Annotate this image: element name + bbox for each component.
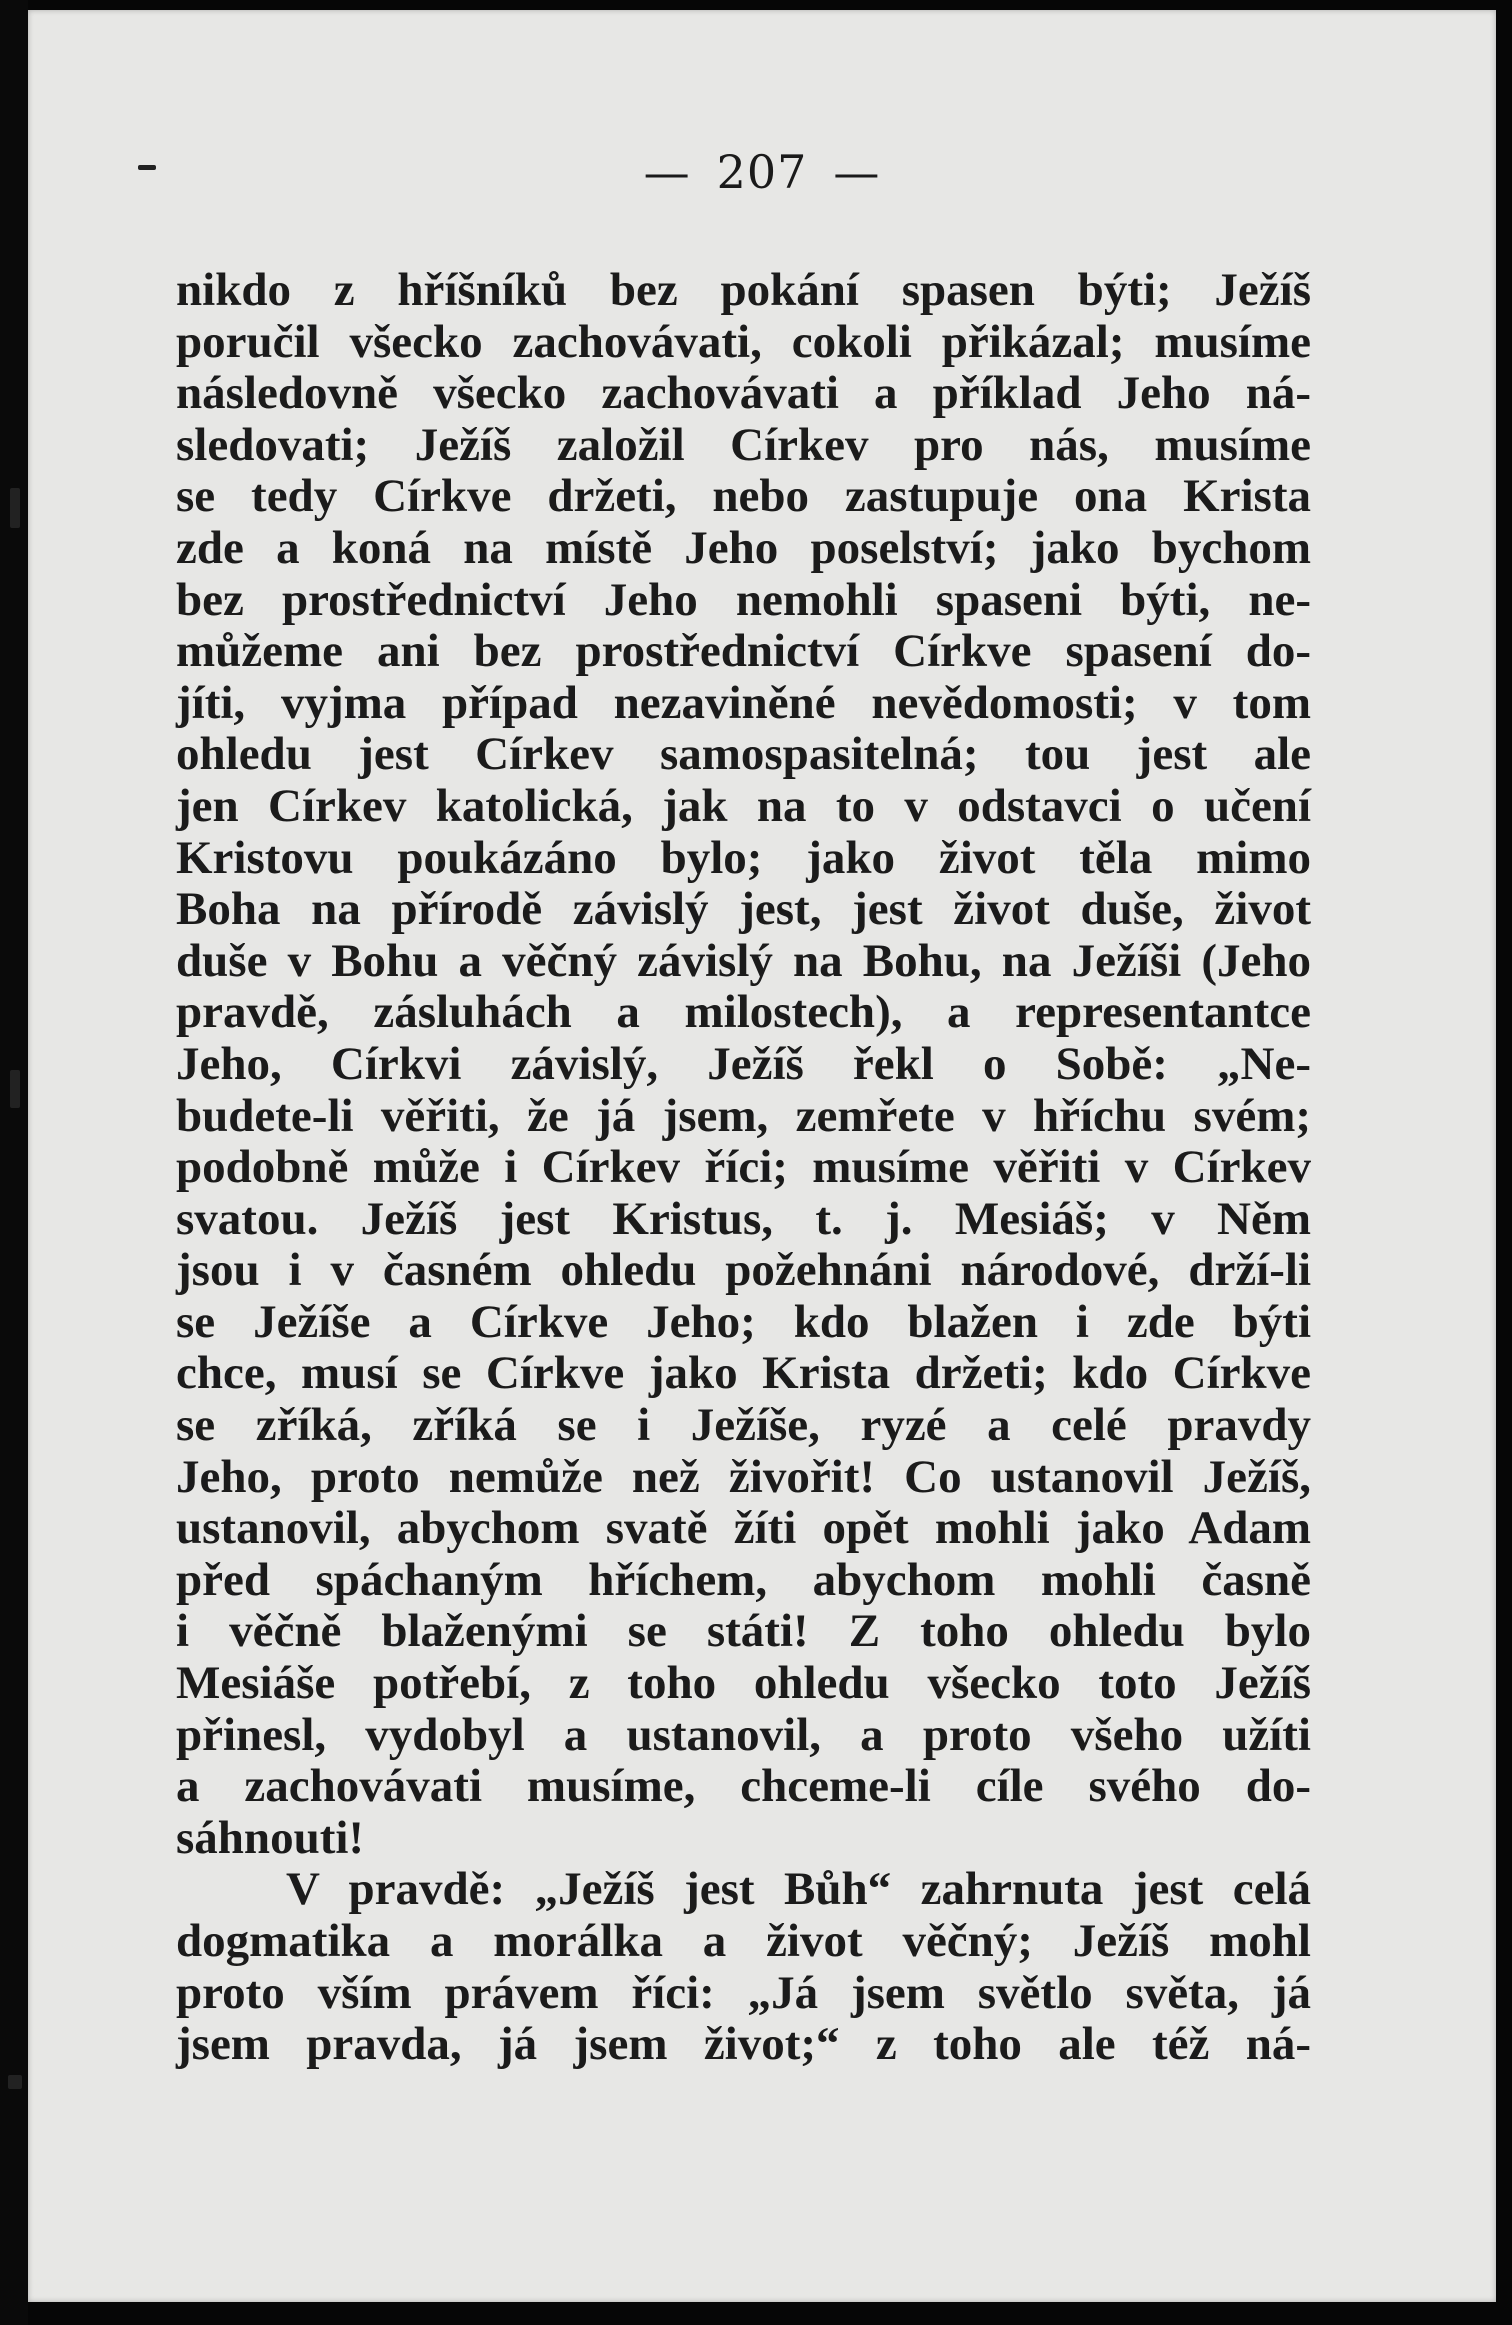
text-line: Boha na přírodě závislý jest, jest život duše, život [176, 883, 1311, 936]
text-line: chce, musí se Církve jako Krista držeti; kdo Církve [176, 1347, 1311, 1400]
margin-smudge [10, 1070, 20, 1108]
paragraph-end-line: sáhnouti! [176, 1811, 365, 1864]
text-line: budete-li věřiti, že já jsem, zemřete v hříchu svém; [176, 1089, 1311, 1142]
body-text [176, 265, 1311, 2071]
book-page [28, 10, 1496, 2302]
page-header [28, 145, 1496, 199]
text-line: i věčně blaženými se státi! Z toho ohledu bylo [176, 1605, 1311, 1658]
text-line: a zachovávati musíme, chceme-li cíle svého do- [176, 1760, 1311, 1813]
text-line: ustanovil, abychom svatě žíti opět mohli jako Adam [176, 1502, 1311, 1555]
text-line: se Ježíše a Církve Jeho; kdo blažen i zde býti [176, 1295, 1311, 1348]
text-line: před spáchaným hříchem, abychom mohli časně [176, 1553, 1311, 1606]
text-line: Kristovu poukázáno bylo; jako život těla mimo [176, 831, 1311, 884]
text-line: sledovati; Ježíš založil Církev pro nás, musíme [176, 418, 1311, 471]
margin-smudge [8, 2075, 22, 2089]
text-line: dogmatika a morálka a život věčný; Ježíš mohl [176, 1915, 1311, 1967]
text-line: nikdo z hříšníků bez pokání spasen býti; Ježíš [176, 264, 1311, 316]
text-line: přinesl, vydobyl a ustanovil, a proto všeho užíti [176, 1708, 1311, 1761]
text-line: Jeho, proto nemůže než živořit! Co ustanovil Ježíš, [176, 1450, 1311, 1503]
margin-smudge [10, 488, 20, 528]
text-line: jsem pravda, já jsem život;“ z toho ale též ná- [176, 2018, 1311, 2071]
margin-smudge [138, 165, 156, 170]
text-line: ohledu jest Církev samospasitelná; tou jest ale [176, 728, 1311, 781]
header-dash-left: — [643, 145, 691, 199]
text-line: svatou. Ježíš jest Kristus, t. j. Mesiáš; v Něm [176, 1192, 1311, 1245]
page-number: 207 [716, 145, 808, 199]
text-line: Jeho, Církvi závislý, Ježíš řekl o Sobě: „Ne- [176, 1037, 1311, 1090]
text-line: pravdě, zásluhách a milostech), a representantce [176, 986, 1311, 1039]
text-line: se zříká, zříká se i Ježíše, ryzé a celé pravdy [176, 1399, 1311, 1452]
text-line: jíti, vyjma případ nezaviněné nevědomosti; v tom [176, 676, 1311, 729]
text-line: jen Církev katolická, jak na to v odstavci o učení [176, 779, 1311, 832]
text-line: poručil všecko zachovávati, cokoli přikázal; musíme [176, 315, 1311, 368]
text-line: duše v Bohu a věčný závislý na Bohu, na Ježíši (Jeho [176, 934, 1311, 987]
header-dash-right: — [833, 145, 881, 199]
text-line: podobně může i Církev říci; musíme věřiti v Církev [176, 1141, 1311, 1194]
text-line: bez prostřednictví Jeho nemohli spaseni býti, ne- [176, 573, 1311, 626]
text-line: můžeme ani bez prostřednictví Církve spasení do- [176, 625, 1311, 678]
text-line: proto vším právem říci: „Já jsem světlo světa, já [176, 1966, 1311, 2019]
text-line: jsou i v časném ohledu požehnáni národové, drží-li [176, 1244, 1311, 1297]
text-line: Mesiáše potřebí, z toho ohledu všecko toto Ježíš [176, 1657, 1311, 1710]
binding-edge [0, 0, 28, 2325]
text-line: zde a koná na místě Jeho poselství; jako bychom [176, 521, 1311, 574]
text-line: následovně všecko zachovávati a příklad Jeho ná- [176, 367, 1311, 420]
text-line: se tedy Církve držeti, nebo zastupuje ona Krista [176, 470, 1311, 523]
paragraph-start-line: V pravdě: „Ježíš jest Bůh“ zahrnuta jest celá [286, 1863, 1311, 1916]
